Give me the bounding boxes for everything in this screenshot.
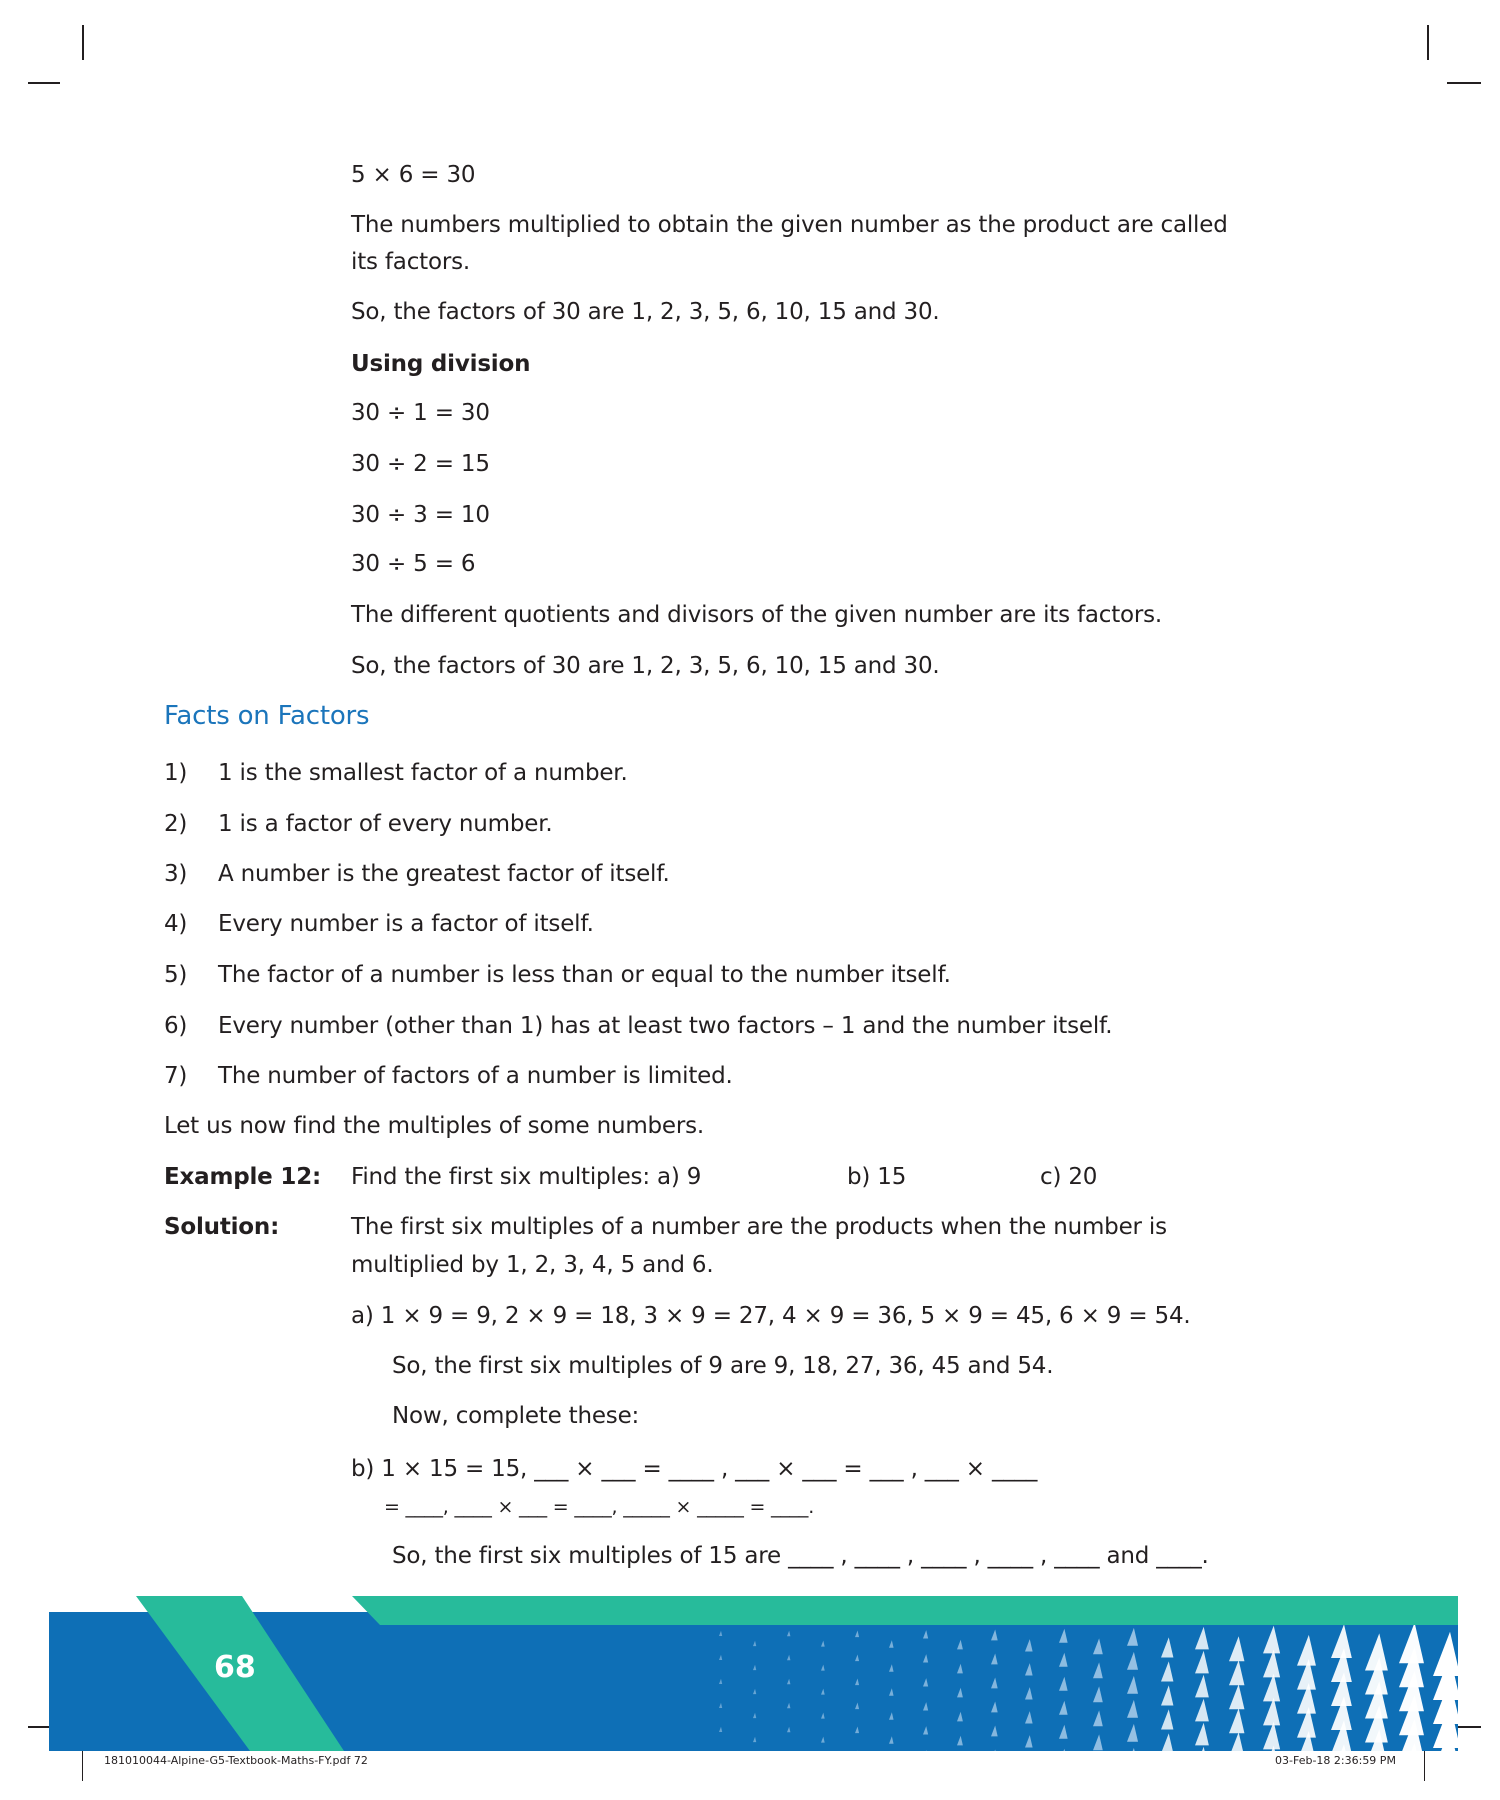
list-item: The number of factors of a number is limited. <box>218 1063 733 1089</box>
list-number: 4) <box>164 911 188 937</box>
page-number: 68 <box>214 1650 256 1685</box>
list-number: 2) <box>164 811 188 837</box>
division-equation: 30 ÷ 2 = 15 <box>351 451 490 477</box>
division-equation: 30 ÷ 1 = 30 <box>351 400 490 426</box>
print-timestamp: 03-Feb-18 2:36:59 PM <box>1275 1754 1396 1767</box>
lead-text: Let us now find the multiples of some numbers. <box>164 1113 705 1139</box>
definition-line: its factors. <box>351 249 470 275</box>
list-number: 3) <box>164 861 188 887</box>
equation: 5 × 6 = 30 <box>351 162 476 188</box>
list-item: Every number (other than 1) has at least two factors – 1 and the number itself. <box>218 1013 1113 1039</box>
list-number: 1) <box>164 760 188 786</box>
example-option-c: c) 20 <box>1040 1164 1098 1190</box>
list-item: 1 is the smallest factor of a number. <box>218 760 628 786</box>
list-item: 1 is a factor of every number. <box>218 811 553 837</box>
file-info: 181010044-Alpine-G5-Textbook-Maths-FY.pdf 72 <box>104 1754 368 1767</box>
part-b-conclusion: So, the first six multiples of 15 are ____ , ____ , ____ , ____ , ____ and ____. <box>392 1543 1209 1569</box>
part-b-exercise: b) 1 × 15 = 15, ___ × ___ = ____ , ___ × ___ = ___ , ___ × ____ <box>351 1456 1038 1482</box>
example-option-b: b) 15 <box>847 1164 907 1190</box>
example-question: Find the first six multiples: a) 9 <box>351 1164 702 1190</box>
factors-statement: So, the factors of 30 are 1, 2, 3, 5, 6, 10, 15 and 30. <box>351 299 940 325</box>
crop-mark <box>1447 82 1481 84</box>
crop-mark <box>28 82 60 84</box>
solution-text: multiplied by 1, 2, 3, 4, 5 and 6. <box>351 1252 714 1278</box>
section-heading: Facts on Factors <box>164 701 370 731</box>
instruction: Now, complete these: <box>392 1403 640 1429</box>
example-label: Example 12: <box>164 1164 321 1190</box>
part-a-conclusion: So, the first six multiples of 9 are 9, 18, 27, 36, 45 and 54. <box>392 1353 1054 1379</box>
part-b-exercise: = ____, ____ × ___ = ____, _____ × _____ = ____. <box>384 1496 815 1518</box>
division-equation: 30 ÷ 5 = 6 <box>351 551 476 577</box>
definition-line: The numbers multiplied to obtain the given number as the product are called <box>351 212 1228 238</box>
solution-text: The first six multiples of a number are the products when the number is <box>351 1214 1167 1240</box>
list-number: 6) <box>164 1013 188 1039</box>
quotients-statement: The different quotients and divisors of the given number are its factors. <box>351 602 1163 628</box>
division-heading: Using division <box>351 351 531 377</box>
part-a-equations: a) 1 × 9 = 9, 2 × 9 = 18, 3 × 9 = 27, 4 × 9 = 36, 5 × 9 = 45, 6 × 9 = 54. <box>351 1303 1191 1329</box>
crop-mark <box>82 25 84 60</box>
list-number: 7) <box>164 1063 188 1089</box>
list-item: The factor of a number is less than or equal to the number itself. <box>218 962 951 988</box>
list-item: Every number is a factor of itself. <box>218 911 594 937</box>
division-equation: 30 ÷ 3 = 10 <box>351 502 490 528</box>
factors-statement: So, the factors of 30 are 1, 2, 3, 5, 6, 10, 15 and 30. <box>351 653 940 679</box>
solution-label: Solution: <box>164 1214 280 1240</box>
crop-mark <box>1427 25 1429 60</box>
list-number: 5) <box>164 962 188 988</box>
list-item: A number is the greatest factor of itself. <box>218 861 670 887</box>
